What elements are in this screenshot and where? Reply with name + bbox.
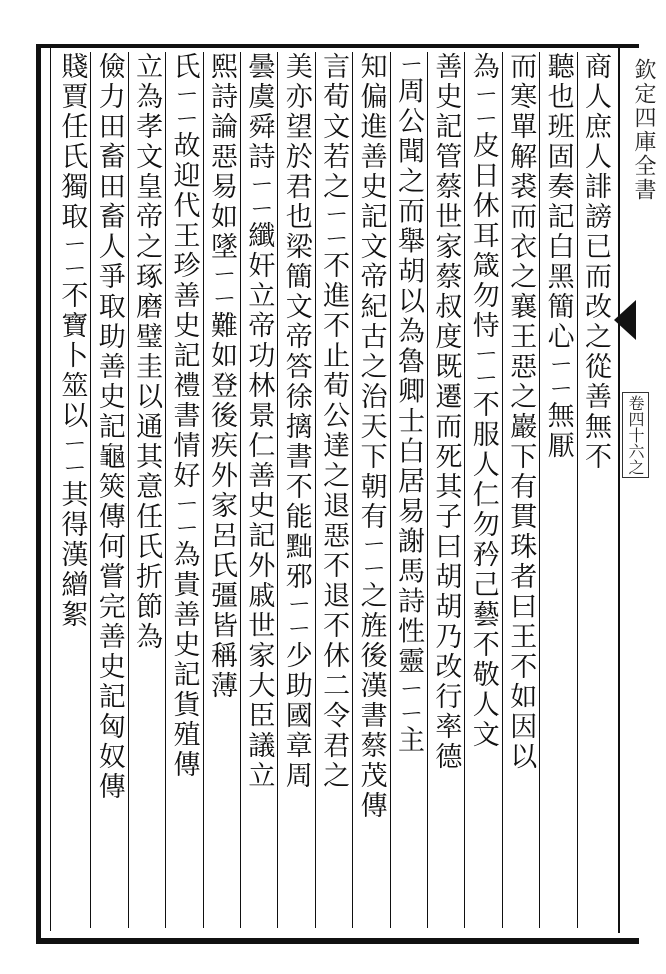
text-column-2: 聽也班固奏記白黑簡心ㄧㄧ無厭 bbox=[539, 52, 576, 928]
text-column-13: 立為孝文皇帝之琢磨璧圭以通其意任氏折節為 bbox=[128, 52, 165, 928]
text-column-1: 商人庶人誹謗已而改之從善無不 bbox=[577, 52, 614, 928]
chapter-label: 卷四十六之 bbox=[622, 392, 649, 478]
margin-rule bbox=[618, 48, 620, 933]
text-column-8: 言荀文若之ㄧㄧ不進不止荀公達之退惡不退不休二令君之 bbox=[315, 52, 352, 928]
text-column-4: 為ㄧㄧ皮日休耳箴勿恃ㄧㄧ不服人仁勿矜己藝不敬人文 bbox=[464, 52, 501, 928]
text-column-12: 氏ㄧㄧ故迎代王珍善史記禮書情好ㄧㄧ為貴善史記貨殖傳 bbox=[165, 52, 202, 928]
text-columns bbox=[54, 52, 614, 928]
text-column-9: 美亦望於君也梁簡文帝答徐摛書不能黜邪ㄧㄧ少助國章周 bbox=[277, 52, 314, 928]
text-column-3: 而寒單解裘而衣之襄王惡之巖下有貫珠者曰王不如因以 bbox=[502, 52, 539, 928]
text-column-11: 熙詩論惡易如墜ㄧㄧ難如登後疾外家呂氏彊皆稱薄 bbox=[203, 52, 240, 928]
text-column-5: 善史記管蔡世家蔡叔度既遷而死其子曰胡胡乃改行率德 bbox=[427, 52, 464, 928]
frame-inner-rule bbox=[50, 48, 51, 931]
book-title: 欽定四庫全書 bbox=[631, 58, 656, 202]
text-column-15: 賤賈任氏獨取ㄧㄧ不寶卜筮以ㄧㄧ其得漢繒絮 bbox=[56, 52, 88, 631]
text-column-14: 儉力田畜田畜人爭取助善史記龜筴傳何嘗完善史記匈奴傳 bbox=[90, 52, 127, 928]
text-column-6: ㄧ周公聞之而舉胡以為魯卿士白居易謝馬詩性靈ㄧㄧ主 bbox=[390, 52, 427, 928]
text-column-7: 知偏進善史記文帝紀古之治天下朝有ㄧㄧ之旌後漢書蔡茂傳 bbox=[352, 52, 389, 928]
text-column-10: 曇虞舜詩ㄧㄧ纖奸立帝功林景仁善史記外戚世家大臣議立 bbox=[240, 52, 277, 928]
